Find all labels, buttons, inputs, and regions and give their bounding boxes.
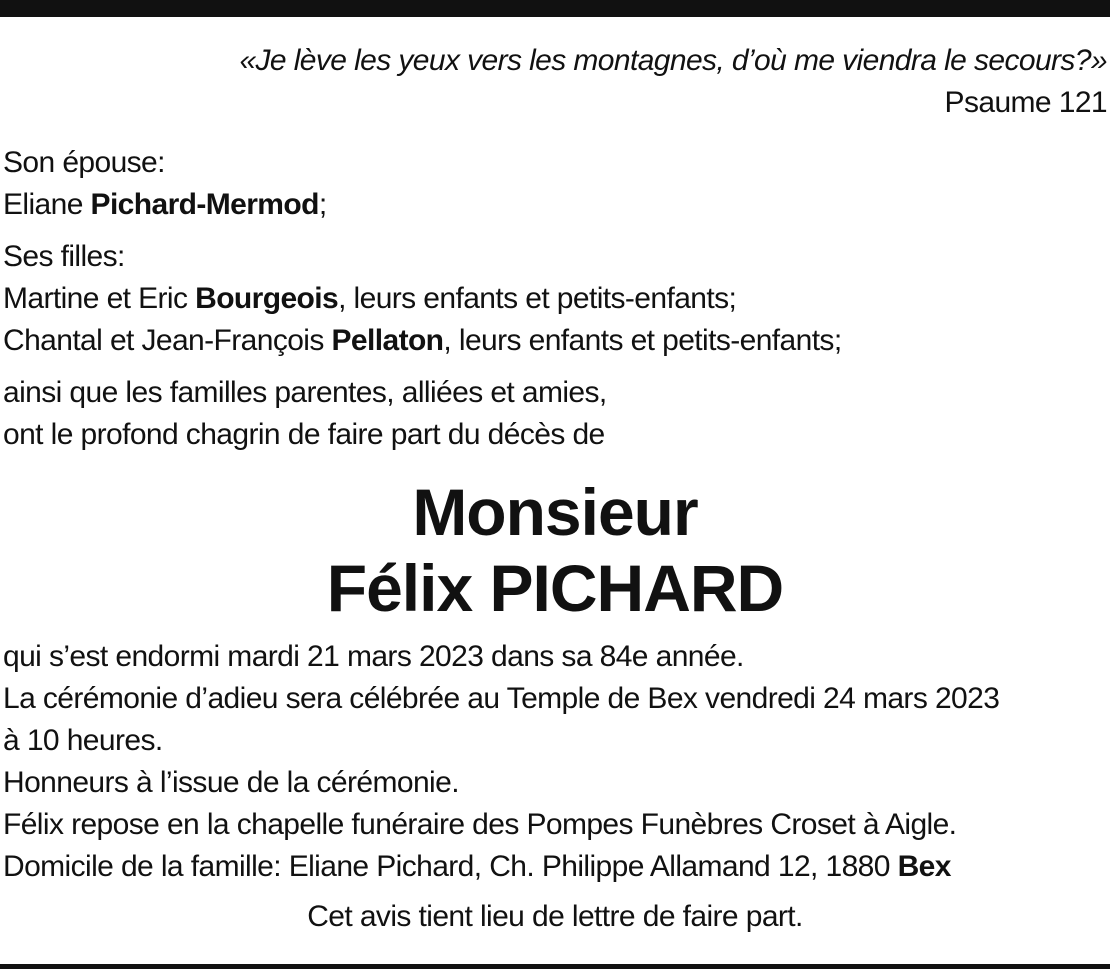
spouse-line-end: ;	[318, 188, 327, 221]
daughter-names: Chantal et Jean-François	[3, 324, 332, 357]
daughter-entry	[3, 278, 1107, 320]
spouse-first-name: Eliane	[3, 188, 91, 221]
daughters-section	[3, 236, 1107, 362]
details-line-1: qui s’est endormi mardi 21 mars 2023 dans sa 84e année.	[3, 640, 744, 673]
details-line-6	[3, 846, 1107, 888]
epigraph	[3, 40, 1107, 124]
spouse-section	[3, 142, 1107, 226]
daughter-rest: , leurs enfants et petits-enfants;	[443, 324, 842, 357]
daughter-surname: Pellaton	[331, 324, 444, 357]
spouse-heading: Son épouse:	[3, 146, 165, 179]
daughters-heading: Ses filles:	[3, 240, 125, 273]
top-border-rule	[0, 0, 1110, 17]
details-line-3: à 10 heures.	[3, 724, 163, 757]
details-line-5: Félix repose en la chapelle funéraire des Pompes Funèbres Croset à Aigle.	[3, 808, 957, 841]
daughter-entry	[3, 320, 1107, 362]
bottom-border-rule	[0, 964, 1110, 969]
families-line-2: ont le profond chagrin de faire part du décès de	[3, 418, 605, 451]
families-line-1: ainsi que les familles parentes, alliées et amies,	[3, 376, 607, 409]
epigraph-source: Psaume 121	[944, 86, 1107, 119]
closing-note: Cet avis tient lieu de lettre de faire part.	[307, 900, 803, 933]
spouse-surname: Pichard-Mermod	[90, 188, 319, 221]
daughter-surname: Bourgeois	[195, 282, 339, 315]
epigraph-quote: «Je lève les yeux vers les montagnes, d’où me viendra le secours?»	[239, 44, 1107, 77]
domicile-town: Bex	[897, 850, 951, 883]
obituary-notice	[3, 40, 1107, 938]
details-line-4: Honneurs à l’issue de la cérémonie.	[3, 766, 459, 799]
daughter-rest: , leurs enfants et petits-enfants;	[338, 282, 737, 315]
details-section	[3, 636, 1107, 888]
spouse-line	[3, 184, 1107, 226]
domicile-text: Domicile de la famille: Eliane Pichard, Ch. Philippe Allamand 12, 1880	[3, 850, 898, 883]
daughter-names: Martine et Eric	[3, 282, 196, 315]
families-section	[3, 372, 1107, 456]
deceased-name-block	[3, 474, 1107, 626]
deceased-name: Félix PICHARD	[326, 551, 784, 625]
deceased-title: Monsieur	[412, 475, 698, 549]
details-line-2: La cérémonie d’adieu sera célébrée au Temple de Bex vendredi 24 mars 2023	[3, 682, 1000, 715]
